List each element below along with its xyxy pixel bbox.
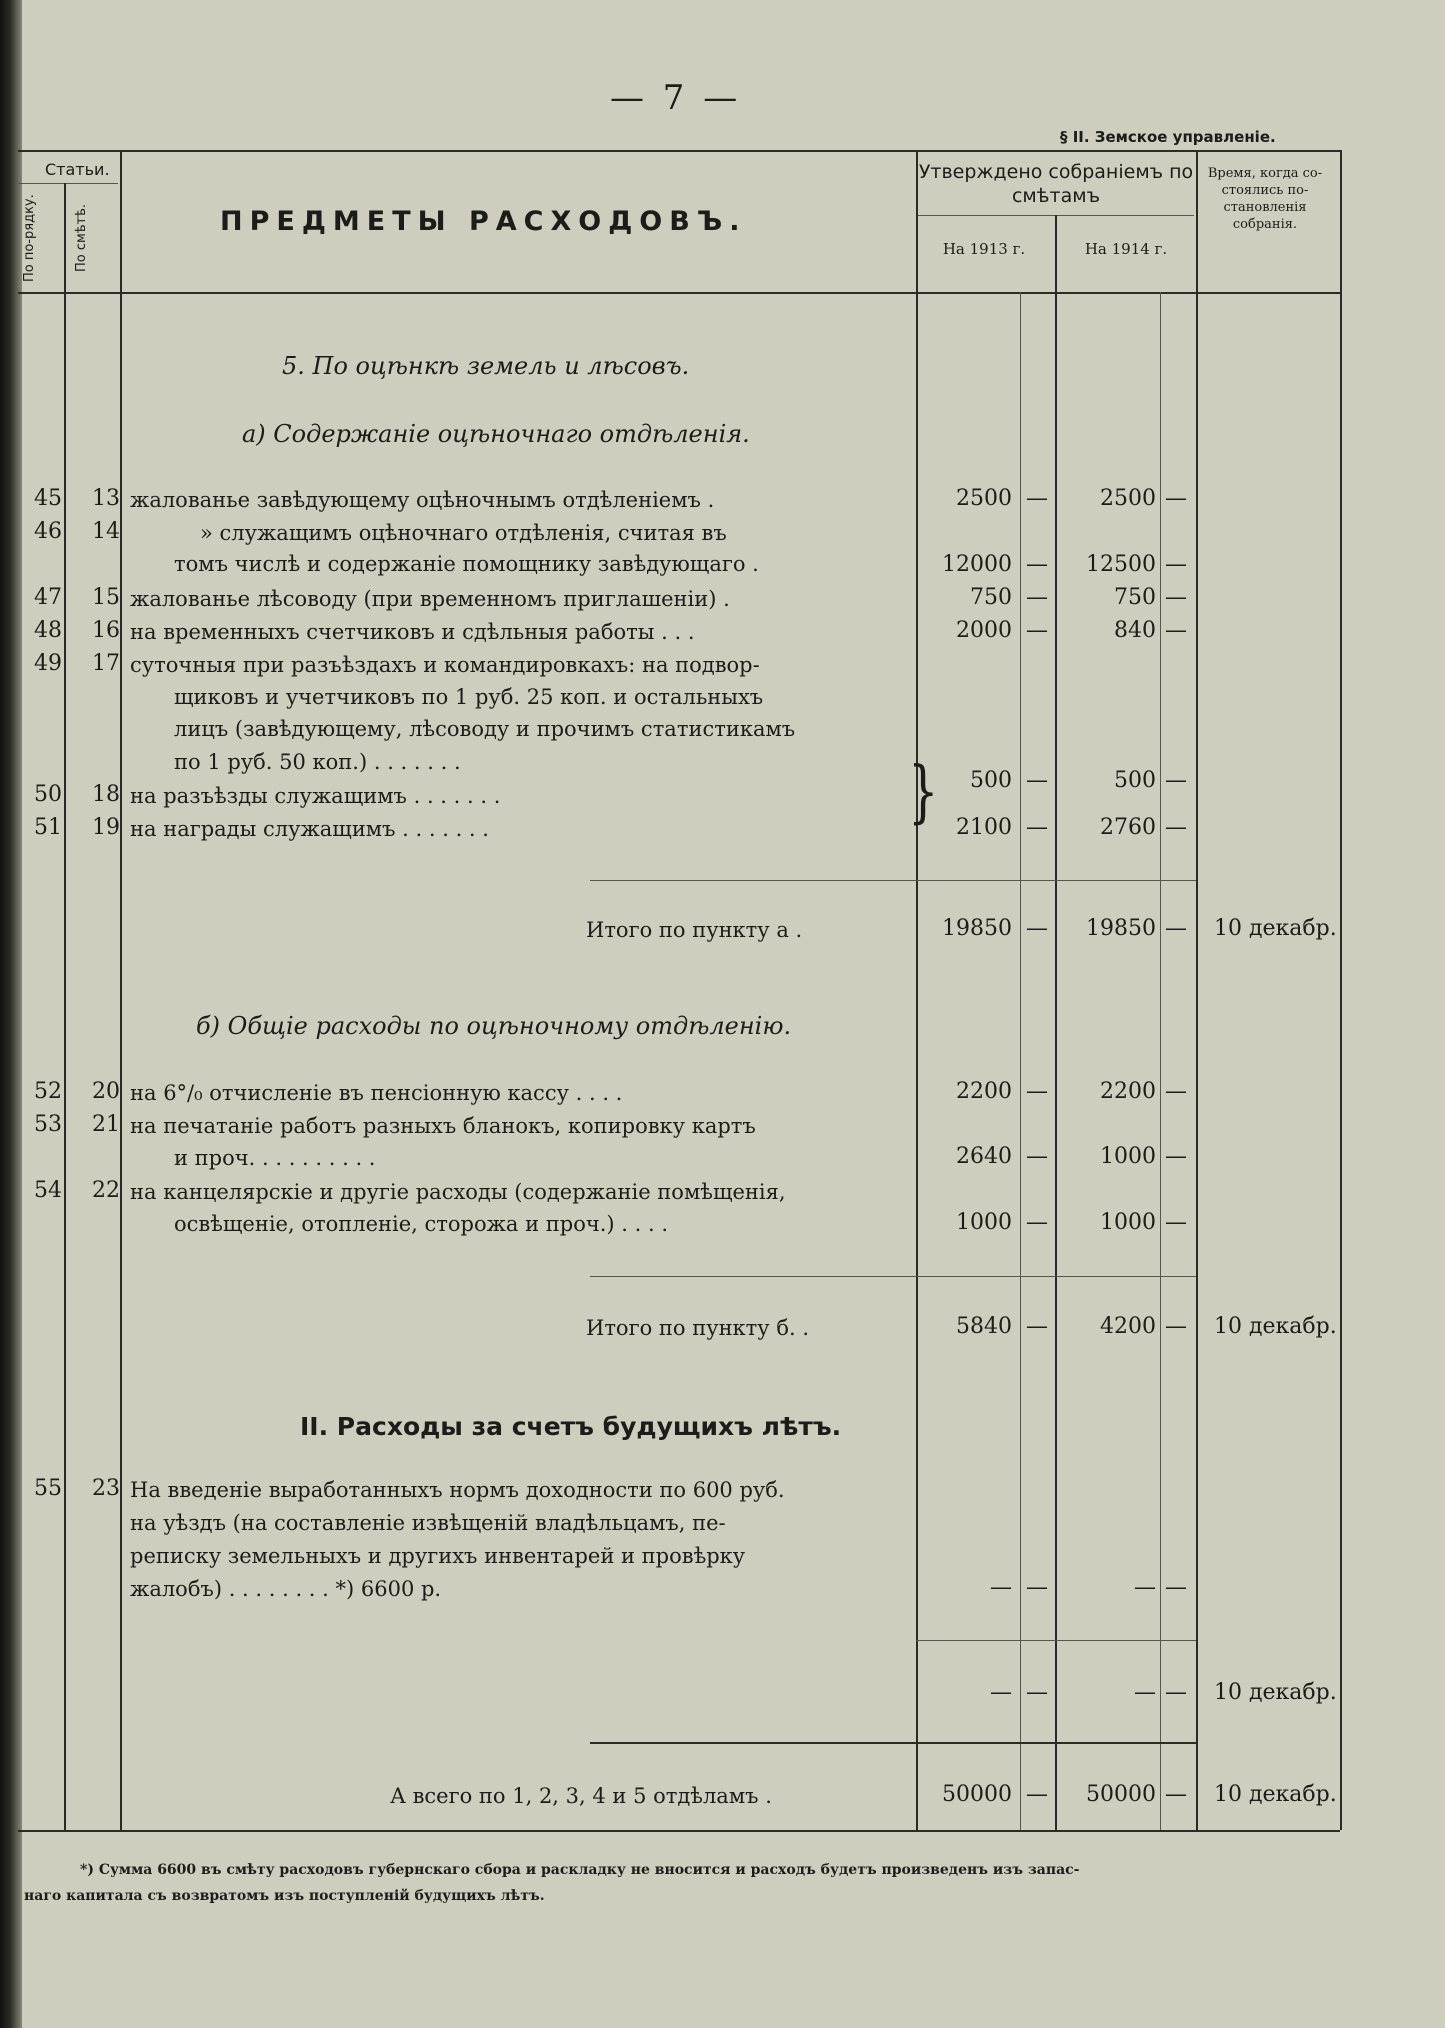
row-46-estimate: 14 (92, 519, 120, 544)
grand-total-1914: 50000 (1086, 1782, 1156, 1807)
dash: — (1026, 1680, 1048, 1705)
dash: — (1026, 1314, 1048, 1339)
col-head-title: ПРЕДМЕТЫ РАСХОДОВЪ. (220, 206, 747, 237)
row-54-text-2: освѣщеніе, отопленіе, сторожа и проч.) . . . . (174, 1212, 669, 1236)
table-head-rule (18, 292, 1340, 294)
row-53-1914: 1000 (1100, 1144, 1156, 1169)
total-b-date: 10 декабр. (1214, 1314, 1337, 1339)
table-right-edge (1340, 150, 1342, 1830)
row-53-text-1: на печатаніе работъ разныхъ бланокъ, копировку картъ (130, 1114, 756, 1138)
row-53-order: 53 (34, 1112, 62, 1137)
dash: — (1026, 768, 1048, 793)
row-51-estimate: 19 (92, 815, 120, 840)
row-45-1914: 2500 (1100, 486, 1156, 511)
page-binding-shadow (0, 0, 22, 2028)
row-55-order: 55 (34, 1476, 62, 1501)
row-48-order: 48 (34, 618, 62, 643)
section-b-heading: б) Общіе расходы по оцѣночному отдѣленію. (196, 1012, 792, 1040)
total-ii-date: 10 декабр. (1214, 1680, 1337, 1705)
dash: — (1026, 1079, 1048, 1104)
row-50-estimate: 18 (92, 782, 120, 807)
dash: — (1165, 585, 1187, 610)
dash: — (1026, 1782, 1048, 1807)
brace-rows-49-50: } (908, 753, 939, 832)
dash: — (1026, 618, 1048, 643)
row-50-1913: 500 (970, 768, 1012, 793)
dash: — (1165, 916, 1187, 941)
row-54-1913: 1000 (956, 1210, 1012, 1235)
dash: — (1165, 1079, 1187, 1104)
row-55-1913: — (990, 1575, 1012, 1600)
row-51-1914: 2760 (1100, 815, 1156, 840)
total-a-1913: 19850 (942, 916, 1012, 941)
row-45-order: 45 (34, 486, 62, 511)
row-55-estimate: 23 (92, 1476, 120, 1501)
row-55-text-1: На введеніе выработанныхъ нормъ доходности по 600 руб. (130, 1478, 785, 1502)
dash: — (1165, 768, 1187, 793)
total-b-1914: 4200 (1100, 1314, 1156, 1339)
dash: — (1165, 1782, 1187, 1807)
total-a-1914: 19850 (1086, 916, 1156, 941)
grand-total-rule (590, 1742, 1196, 1744)
articles-rule (18, 183, 118, 184)
dash: — (1026, 916, 1048, 941)
section-5-heading: 5. По оцѣнкѣ земель и лѣсовъ. (282, 352, 690, 380)
table-bottom-rule (18, 1830, 1340, 1832)
dash: — (1026, 1210, 1048, 1235)
row-49-text-3: лицъ (завѣдующему, лѣсоводу и прочимъ статистикамъ (174, 717, 796, 741)
row-45-1913: 2500 (956, 486, 1012, 511)
row-52-text: на 6°/₀ отчисленіе въ пенсіонную кассу . . . . (130, 1081, 623, 1105)
dash: — (1165, 1144, 1187, 1169)
row-55-text-2: на уѣздъ (на составленіе извѣщеній владѣльцамъ, пе- (130, 1511, 726, 1535)
section-ii-heading: II. Расходы за счетъ будущихъ лѣтъ. (300, 1412, 842, 1441)
subtotal-rule-ii (916, 1640, 1196, 1641)
col-head-articles: Статьи. (45, 160, 110, 179)
row-46-text-1: » служащимъ оцѣночнаго отдѣленія, считая въ (200, 521, 727, 545)
row-52-estimate: 20 (92, 1079, 120, 1104)
subtotal-rule-b (590, 1276, 1196, 1277)
total-b-1913: 5840 (956, 1314, 1012, 1339)
page-number: — 7 — (610, 78, 742, 118)
footnote-line-2: наго капитала съ возвратомъ изъ поступленій будущихъ лѣтъ. (24, 1888, 545, 1904)
row-49-text-2: щиковъ и учетчиковъ по 1 руб. 25 коп. и остальныхъ (174, 685, 764, 709)
col-head-approved: Утверждено собраніемъ по смѣтамъ (918, 161, 1194, 207)
footnote-line-1: *) Сумма 6600 въ смѣту расходовъ губернскаго сбора и раскладку не вносится и расходъ будетъ произведенъ изъ запас- (80, 1862, 1080, 1878)
total-b-label: Итого по пункту б. . (586, 1316, 810, 1340)
row-47-1913: 750 (970, 585, 1012, 610)
col-head-1914: На 1914 г. (1084, 240, 1168, 258)
row-51-1913: 2100 (956, 815, 1012, 840)
row-48-1914: 840 (1114, 618, 1156, 643)
row-54-estimate: 22 (92, 1178, 120, 1203)
col-head-1913: На 1913 г. (942, 240, 1026, 258)
total-a-label: Итого по пункту а . (586, 918, 803, 942)
grand-total-date: 10 декабр. (1214, 1782, 1337, 1807)
row-53-text-2: и проч. . . . . . . . . . (174, 1146, 376, 1170)
row-52-1914: 2200 (1100, 1079, 1156, 1104)
row-45-text: жалованье завѣдующему оцѣночнымъ отдѣленіемъ . (130, 488, 715, 512)
row-47-text: жалованье лѣсоводу (при временномъ приглашеніи) . (130, 587, 730, 611)
row-55-text-3: реписку земельныхъ и другихъ инвентарей и провѣрку (130, 1544, 746, 1568)
row-47-estimate: 15 (92, 585, 120, 610)
total-ii-1914: — (1134, 1680, 1156, 1705)
dash: — (1165, 618, 1187, 643)
row-49-order: 49 (34, 651, 62, 676)
col-divider-6 (1160, 292, 1161, 1830)
row-46-1913: 12000 (942, 552, 1012, 577)
dash: — (1026, 815, 1048, 840)
grand-total-label: А всего по 1, 2, 3, 4 и 5 отдѣламъ . (390, 1784, 772, 1808)
row-49-text-4: по 1 руб. 50 коп.) . . . . . . . (174, 750, 461, 774)
dash: — (1026, 585, 1048, 610)
col-head-by-estimate: По смѣтѣ. (74, 204, 89, 272)
running-head: § II. Земское управленіе. (1060, 128, 1276, 146)
row-52-1913: 2200 (956, 1079, 1012, 1104)
row-46-1914: 12500 (1086, 552, 1156, 577)
dash: — (1165, 1575, 1187, 1600)
dash: — (1026, 1575, 1048, 1600)
row-50-1914: 500 (1114, 768, 1156, 793)
section-a-heading: а) Содержаніе оцѣночнаго отдѣленія. (242, 420, 750, 448)
row-47-order: 47 (34, 585, 62, 610)
row-46-order: 46 (34, 519, 62, 544)
col-divider-2 (120, 150, 122, 1830)
row-54-1914: 1000 (1100, 1210, 1156, 1235)
row-54-text-1: на канцелярскіе и другіе расходы (содержаніе помѣщенія, (130, 1180, 786, 1204)
total-a-date: 10 декабр. (1214, 916, 1337, 941)
col-head-time: Время, когда со-стоялись по-становленія собранія. (1207, 166, 1323, 232)
col-divider-7 (1196, 150, 1198, 1830)
row-53-estimate: 21 (92, 1112, 120, 1137)
row-47-1914: 750 (1114, 585, 1156, 610)
row-49-estimate: 17 (92, 651, 120, 676)
col-divider-4 (1020, 292, 1021, 1830)
dash: — (1165, 1314, 1187, 1339)
dash: — (1026, 552, 1048, 577)
row-54-order: 54 (34, 1178, 62, 1203)
total-ii-1913: — (990, 1680, 1012, 1705)
row-49-text-1: суточныя при разъѣздахъ и командировкахъ: на подвор- (130, 653, 760, 677)
subtotal-rule-a (590, 880, 1196, 881)
row-48-estimate: 16 (92, 618, 120, 643)
col-head-by-order: По по-рядку. (22, 194, 37, 282)
row-52-order: 52 (34, 1079, 62, 1104)
row-51-text: на награды служащимъ . . . . . . . (130, 817, 489, 841)
dash: — (1026, 1144, 1048, 1169)
row-48-1913: 2000 (956, 618, 1012, 643)
row-46-text-2: томъ числѣ и содержаніе помощнику завѣдующаго . (174, 552, 759, 576)
table-top-rule (18, 150, 1340, 152)
dash: — (1165, 486, 1187, 511)
dash: — (1026, 486, 1048, 511)
dash: — (1165, 1680, 1187, 1705)
row-51-order: 51 (34, 815, 62, 840)
row-50-order: 50 (34, 782, 62, 807)
row-53-1913: 2640 (956, 1144, 1012, 1169)
row-45-estimate: 13 (92, 486, 120, 511)
row-48-text: на временныхъ счетчиковъ и сдѣльныя работы . . . (130, 620, 695, 644)
row-55-1914: — (1134, 1575, 1156, 1600)
grand-total-1913: 50000 (942, 1782, 1012, 1807)
row-50-text: на разъѣзды служащимъ . . . . . . . (130, 784, 501, 808)
row-55-text-4: жалобъ) . . . . . . . . *) 6600 р. (130, 1577, 442, 1601)
dash: — (1165, 1210, 1187, 1235)
dash: — (1165, 815, 1187, 840)
col-divider-1 (64, 183, 66, 1830)
dash: — (1165, 552, 1187, 577)
